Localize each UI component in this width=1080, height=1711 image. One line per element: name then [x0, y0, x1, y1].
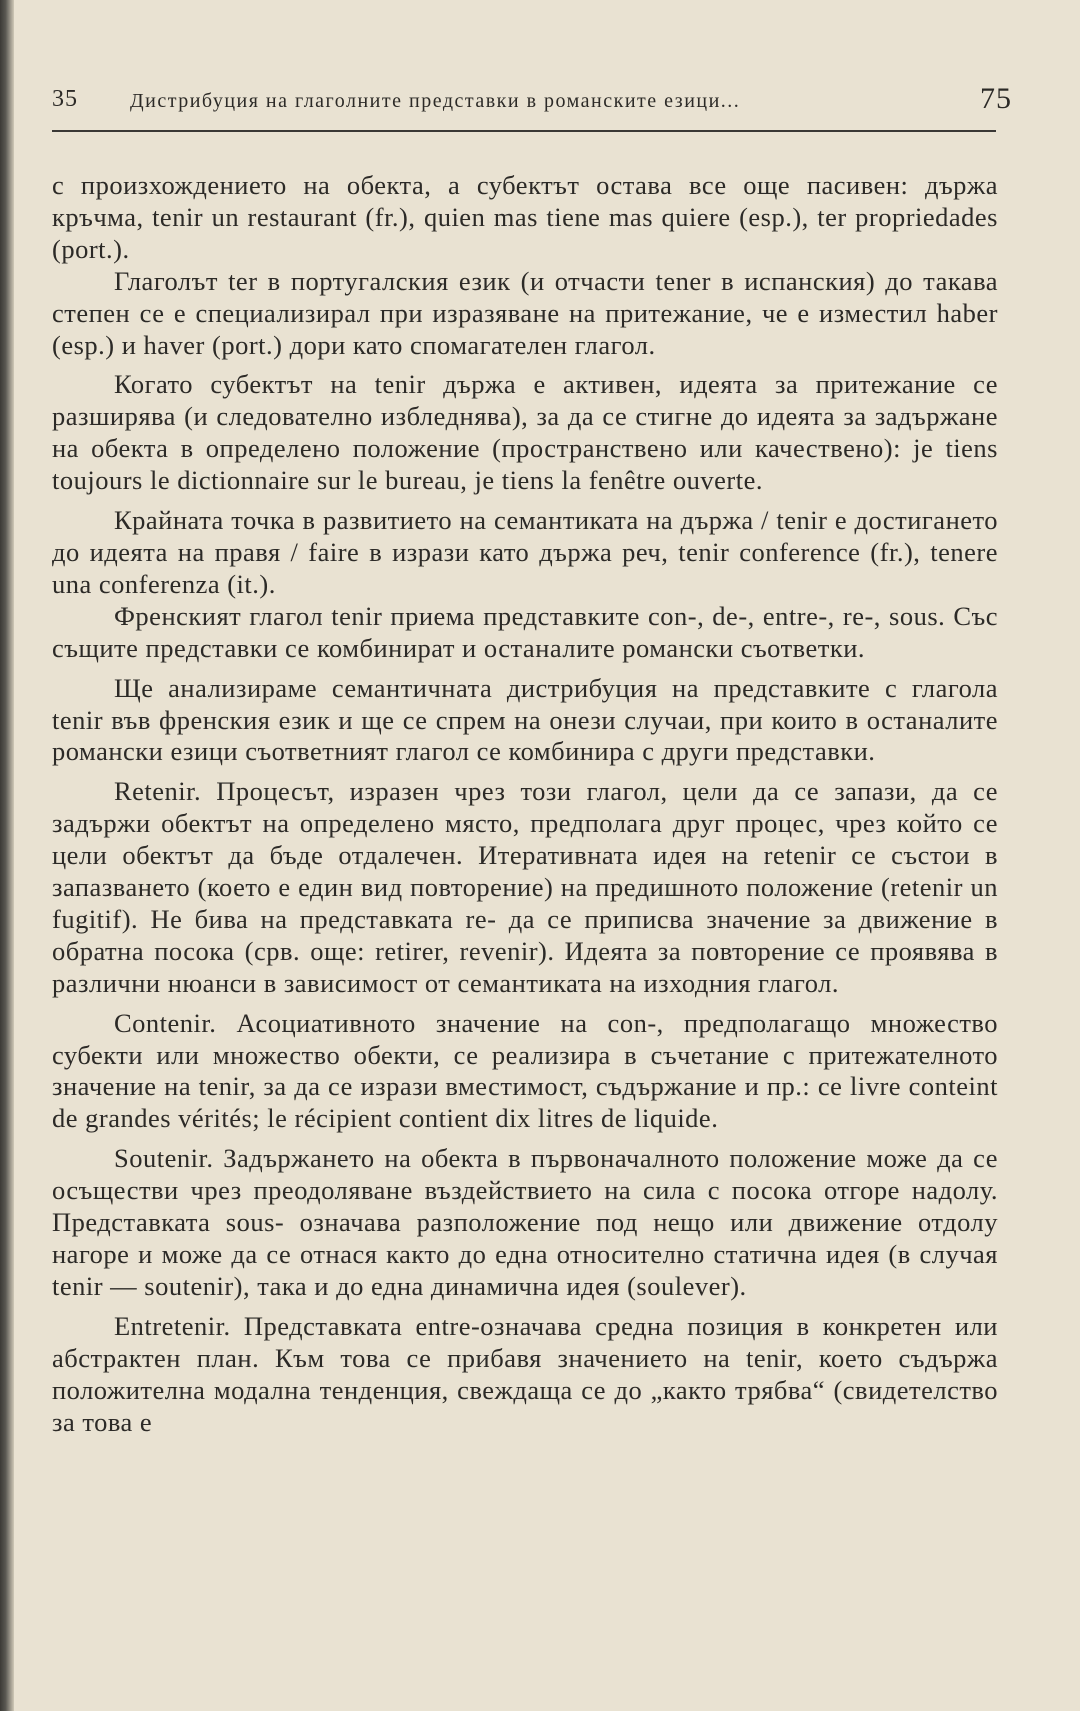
paragraph: Френският глагол tenir приема представките con-, de-, entre-, re-, sous. Със същите представки се комбинират и останалите романски съответки. — [52, 600, 998, 663]
paragraph: Soutenir. Задържането на обекта в първоначалното положение може да се осъществи чрез преодоляване въздействието на сила с посока отгоре надолу. Представката sous- означава разположение под нещо или движение отдолу нагоре и може да се отнася както до една относително статична идея (в случая tenir — soutenir), така и до една динамична идея (soulever). — [52, 1143, 998, 1301]
paragraph: Ще анализираме семантичната дистрибуция на представките с глагола tenir във френския език и ще се спрем на онези случаи, при които в останалите романски езици съответният глагол се комбинира с други представки. — [52, 672, 998, 767]
header-rule — [52, 130, 996, 132]
paragraph: Крайната точка в развитието на семантиката на държа / tenir е достигането до идеята на правя / faire в изрази като държа реч, tenir conference (fr.), tenere una conferenza (it.). — [52, 505, 998, 599]
page-number-left: 35 — [52, 86, 78, 112]
paragraph: Retenir. Процесът, изразен чрез този глагол, цели да се запази, да се задържи обектът на определено място, предполага друг процес, чрез който се цели обектът да бъде отдалечен. Итеративната идея на retenir се състои в запазването (което е един вид повторение) на предишното положение (retenir un fugitif). Не бива на представката re- да се приписва значение за движение в обратна посока (срв. още: retirer, revenir). Идеята за повторение се проявява в различни нюанси в зависимост от семантиката на изходния глагол. — [52, 776, 998, 998]
paragraph: Entretenir. Представката entre-означава средна позиция в конкретен или абстрактен план. Към това се прибавя значението на tenir, което съдържа положителна модална тенденция, свеждаща се до „както трябва“ (свидетелство за това е — [52, 1310, 998, 1437]
book-page — [52, 0, 1012, 1711]
book-spine-shadow — [0, 0, 14, 1711]
running-title: Дистрибуция на глаголните представки в романските езици... — [130, 90, 741, 112]
paragraph: Contenir. Асоциативното значение на con-, предполагащо множество субекти или множество обекти, се реализира в съчетание с притежателното значение на tenir, за да се изрази вместимост, съдържание и пр.: ce livre conteint de grandes vérités; le récipient contient dix litres de liquide. — [52, 1007, 998, 1134]
running-header — [52, 82, 1012, 122]
body-text — [52, 170, 998, 1438]
page-number: 75 — [980, 82, 1012, 115]
paragraph: Когато субектът на tenir държа е активен, идеята за притежание се разширява (и следователно избледнява), за да се стигне до идеята за задържане на обекта в определено положение (пространствено или качествено): je tiens toujours le dictionnaire sur le bureau, je tiens la fenêtre ouverte. — [52, 369, 998, 496]
paragraph: с произхождението на обекта, а субектът остава все още пасивен: държа кръчма, tenir un restaurant (fr.), quien mas tiene mas quiere (esp.), ter propriedades (port.). — [52, 170, 998, 264]
paragraph: Глаголът ter в португалския език (и отчасти tener в испанския) до такава степен се е специализирал при изразяване на притежание, че е изместил haber (esp.) и haver (port.) дори като спомагателен глагол. — [52, 265, 998, 360]
